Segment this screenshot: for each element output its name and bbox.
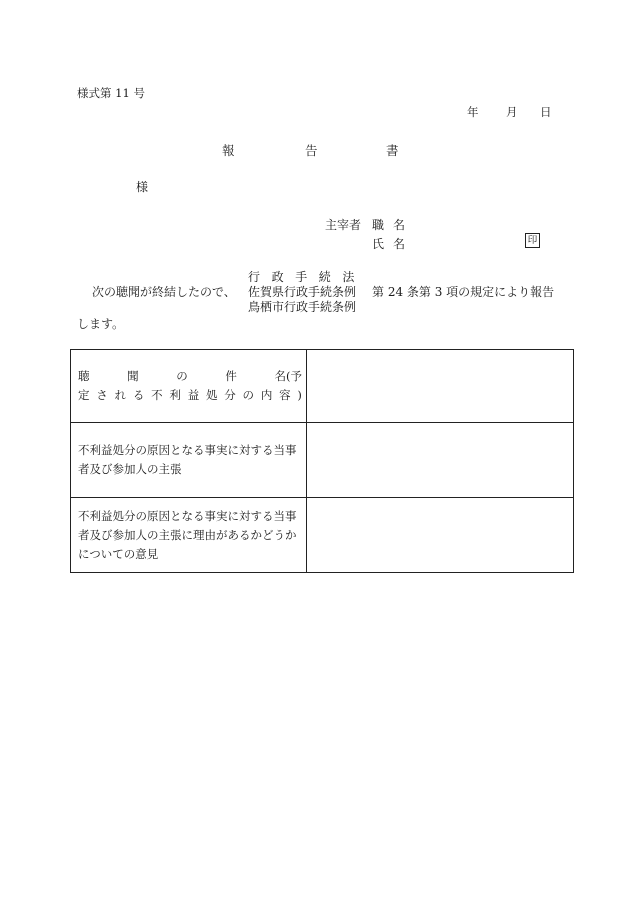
law-option-tosu-city-ordinance: 鳥栖市行政手続条例 <box>248 300 357 314</box>
label-char: 内 <box>260 388 273 402</box>
law-option-administrative-procedure-act: 行政手続法 <box>248 270 367 284</box>
body-clause: 第 24 条第 3 項の規定により報告 <box>372 285 555 299</box>
date-year-label: 年 <box>467 105 479 119</box>
report-table <box>70 349 574 573</box>
opinion-value[interactable] <box>307 498 574 573</box>
law-option-saga-prefecture-ordinance: 佐賀県行政手続条例 <box>248 285 357 299</box>
label-char: 不 <box>151 388 163 402</box>
label-char: さ <box>96 388 108 402</box>
hearing-subject-value[interactable] <box>307 350 574 423</box>
label-line <box>78 367 302 386</box>
form-number: 様式第 11 号 <box>77 86 145 100</box>
label-char: の <box>242 388 255 402</box>
opinion-label: 不利益処分の原因となる事実に対する当事者及び参加人の主張に理由があるかどうかについての意見 <box>71 498 307 573</box>
hearing-subject-label <box>71 350 307 423</box>
label-char: 益 <box>187 388 200 402</box>
addressee-suffix: 様 <box>136 180 149 194</box>
label-char: 聞 <box>127 369 139 383</box>
seal-mark: 印 <box>525 233 540 248</box>
name-label: 氏名 <box>372 237 415 251</box>
label-char: 利 <box>169 388 181 402</box>
document-title-char-1: 報 <box>222 143 235 158</box>
document-title-char-2: 告 <box>305 143 318 158</box>
parties-claims-label: 不利益処分の原因となる事実に対する当事者及び参加人の主張 <box>71 423 307 498</box>
body-closing: します。 <box>77 317 125 331</box>
label-char: 分 <box>224 388 236 402</box>
table-row <box>71 350 574 423</box>
body-intro: 次の聴聞が終結したので、 <box>92 285 236 299</box>
table-row <box>71 423 574 498</box>
date-month-label: 月 <box>506 105 518 119</box>
label-char: 定 <box>78 388 90 402</box>
label-char: 処 <box>205 388 218 402</box>
table-row <box>71 498 574 573</box>
parties-claims-value[interactable] <box>307 423 574 498</box>
label-char: 聴 <box>78 369 90 383</box>
organizer-label: 主宰者 <box>325 218 362 232</box>
label-char: 名(予 <box>274 369 302 383</box>
date-day-label: 日 <box>540 105 552 119</box>
label-line <box>78 386 302 405</box>
document-title-char-3: 書 <box>386 143 399 158</box>
label-char: ) <box>297 388 302 402</box>
label-char: る <box>132 388 145 402</box>
label-char: 件 <box>225 369 237 383</box>
label-char: 容 <box>279 388 291 402</box>
label-char: れ <box>114 388 127 402</box>
label-char: の <box>176 369 188 383</box>
job-title-label: 職名 <box>372 218 415 232</box>
